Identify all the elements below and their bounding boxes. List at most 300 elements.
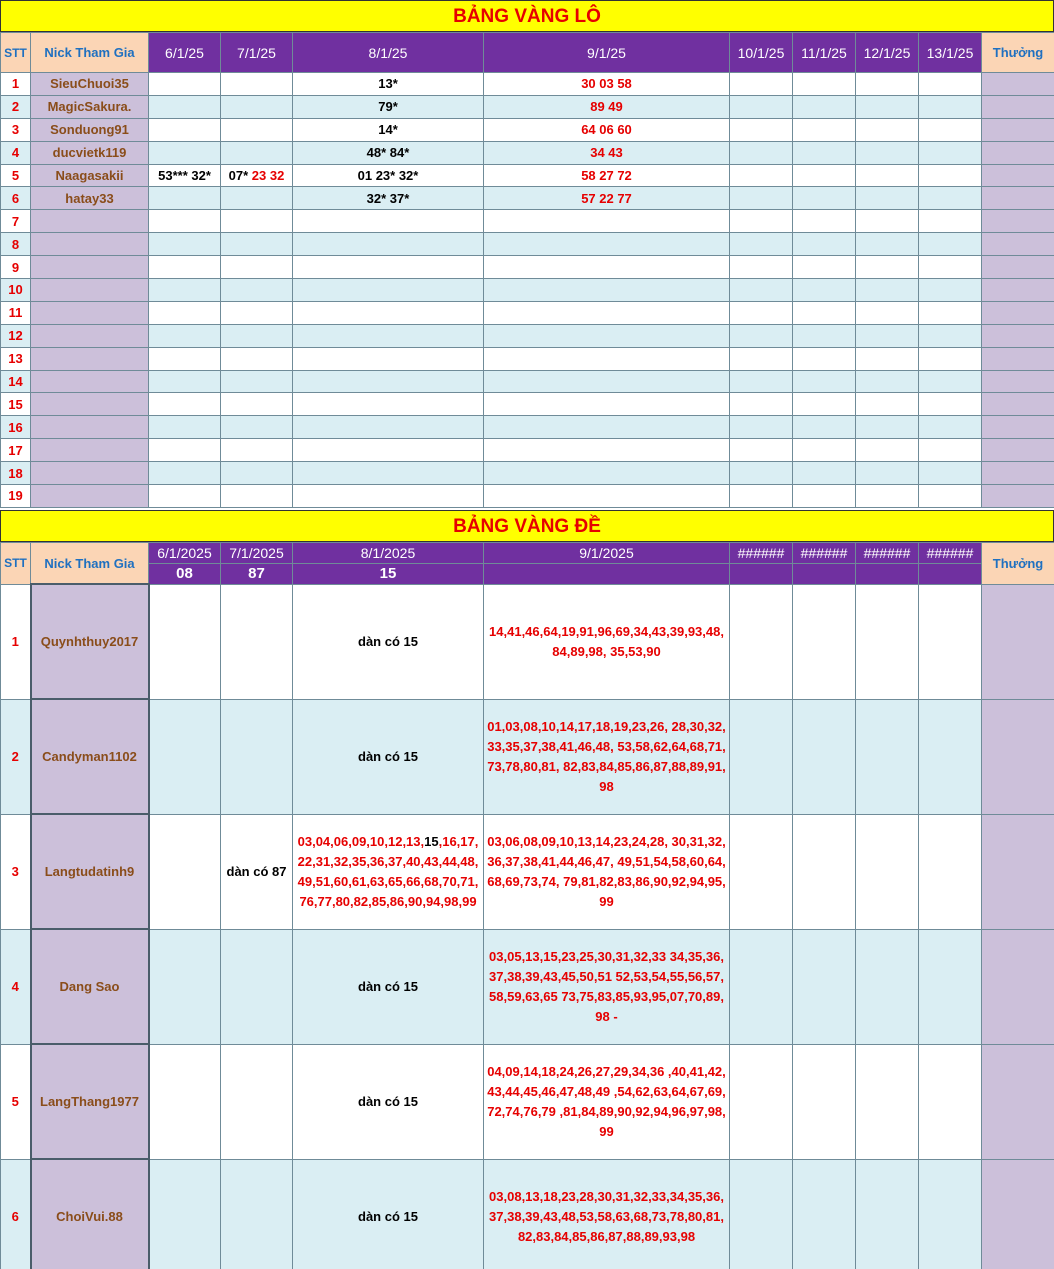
day-cell bbox=[856, 929, 919, 1044]
nick-cell: hatay33 bbox=[31, 187, 149, 210]
day-cell bbox=[149, 210, 221, 233]
row-number: 2 bbox=[1, 699, 31, 814]
nick-cell: Quynhthuy2017 bbox=[31, 584, 149, 699]
day-cell bbox=[919, 485, 982, 508]
row-number: 4 bbox=[1, 929, 31, 1044]
day-cell bbox=[793, 393, 856, 416]
number-list: 03,04,06,09,10,12,13, bbox=[297, 833, 425, 849]
day-cell bbox=[856, 187, 919, 210]
de-result bbox=[856, 563, 919, 584]
reward-cell bbox=[982, 699, 1054, 814]
day-cell bbox=[149, 416, 221, 439]
reward-cell bbox=[982, 439, 1054, 462]
day-cell bbox=[730, 118, 793, 141]
day-cell bbox=[919, 73, 982, 96]
day-cell bbox=[793, 416, 856, 439]
nick-cell: Dang Sao bbox=[31, 929, 149, 1044]
day-cell bbox=[919, 462, 982, 485]
day-cell bbox=[293, 370, 484, 393]
row-number: 16 bbox=[1, 416, 31, 439]
day-cell bbox=[149, 370, 221, 393]
row-number: 6 bbox=[1, 187, 31, 210]
day-cell: 30 03 58 bbox=[484, 73, 730, 96]
de-header-date: ###### bbox=[919, 542, 982, 563]
day-cell bbox=[730, 1044, 793, 1159]
row-number: 5 bbox=[1, 1044, 31, 1159]
de-header-date: ###### bbox=[856, 542, 919, 563]
day-cell bbox=[856, 347, 919, 370]
day-cell bbox=[919, 699, 982, 814]
day-cell bbox=[730, 210, 793, 233]
lo-header-date: 8/1/25 bbox=[293, 33, 484, 73]
day-cell bbox=[221, 95, 293, 118]
row-number: 10 bbox=[1, 279, 31, 302]
day-cell bbox=[793, 462, 856, 485]
reward-cell bbox=[982, 164, 1054, 187]
reward-cell bbox=[982, 187, 1054, 210]
day-cell bbox=[793, 814, 856, 929]
day-cell bbox=[793, 584, 856, 699]
day-cell bbox=[293, 485, 484, 508]
lo-header-date: 11/1/25 bbox=[793, 33, 856, 73]
day-cell bbox=[856, 73, 919, 96]
lo-table-row bbox=[1, 393, 1054, 416]
day-cell bbox=[149, 929, 221, 1044]
day-cell bbox=[149, 95, 221, 118]
day-cell bbox=[293, 301, 484, 324]
reward-cell bbox=[982, 1159, 1054, 1269]
day-cell bbox=[919, 141, 982, 164]
day-cell: dàn có 15 bbox=[293, 584, 484, 699]
day-cell bbox=[856, 233, 919, 256]
day-cell bbox=[793, 929, 856, 1044]
day-cell bbox=[730, 233, 793, 256]
day-cell bbox=[793, 164, 856, 187]
day-cell bbox=[221, 462, 293, 485]
day-cell bbox=[730, 699, 793, 814]
nick-cell bbox=[31, 347, 149, 370]
day-cell bbox=[919, 279, 982, 302]
row-number: 12 bbox=[1, 324, 31, 347]
day-cell bbox=[919, 416, 982, 439]
de-header-date: 7/1/2025 bbox=[221, 542, 293, 563]
day-cell bbox=[793, 210, 856, 233]
reward-cell bbox=[982, 210, 1054, 233]
day-cell bbox=[856, 141, 919, 164]
day-cell bbox=[484, 279, 730, 302]
day-cell bbox=[856, 370, 919, 393]
lo-header-date: 10/1/25 bbox=[730, 33, 793, 73]
day-cell bbox=[149, 279, 221, 302]
day-cell bbox=[793, 1159, 856, 1269]
reward-cell bbox=[982, 256, 1054, 279]
day-cell bbox=[856, 584, 919, 699]
nick-cell: Candyman1102 bbox=[31, 699, 149, 814]
day-cell bbox=[484, 324, 730, 347]
day-cell bbox=[149, 584, 221, 699]
day-cell bbox=[221, 347, 293, 370]
lo-table-row bbox=[1, 164, 1054, 187]
day-cell bbox=[484, 301, 730, 324]
reward-cell bbox=[982, 233, 1054, 256]
day-cell bbox=[856, 1044, 919, 1159]
day-cell bbox=[730, 584, 793, 699]
day-cell bbox=[793, 370, 856, 393]
day-cell bbox=[793, 118, 856, 141]
day-cell bbox=[793, 141, 856, 164]
day-cell bbox=[919, 439, 982, 462]
row-number: 1 bbox=[1, 73, 31, 96]
day-cell: dàn có 15 bbox=[293, 699, 484, 814]
day-cell bbox=[919, 1044, 982, 1159]
day-cell bbox=[856, 301, 919, 324]
day-cell bbox=[484, 370, 730, 393]
lo-table-row bbox=[1, 187, 1054, 210]
reward-cell bbox=[982, 485, 1054, 508]
day-cell bbox=[149, 118, 221, 141]
day-cell bbox=[221, 187, 293, 210]
de-table-row bbox=[1, 929, 1054, 1044]
day-cell bbox=[221, 699, 293, 814]
day-cell bbox=[293, 233, 484, 256]
day-cell bbox=[484, 416, 730, 439]
lo-header-date: 6/1/25 bbox=[149, 33, 221, 73]
day-cell bbox=[730, 279, 793, 302]
day-cell bbox=[856, 485, 919, 508]
lo-table-row bbox=[1, 73, 1054, 96]
row-number: 9 bbox=[1, 256, 31, 279]
day-cell bbox=[149, 814, 221, 929]
lo-table-row bbox=[1, 301, 1054, 324]
nick-cell bbox=[31, 279, 149, 302]
day-cell bbox=[919, 210, 982, 233]
day-cell bbox=[149, 187, 221, 210]
day-cell bbox=[919, 929, 982, 1044]
day-cell bbox=[919, 301, 982, 324]
nick-cell bbox=[31, 210, 149, 233]
row-number: 18 bbox=[1, 462, 31, 485]
row-number: 14 bbox=[1, 370, 31, 393]
day-cell bbox=[221, 73, 293, 96]
day-cell bbox=[149, 699, 221, 814]
row-number: 3 bbox=[1, 118, 31, 141]
lo-table-row bbox=[1, 233, 1054, 256]
day-cell bbox=[919, 347, 982, 370]
de-header-stt: STT bbox=[1, 542, 31, 584]
day-cell bbox=[919, 393, 982, 416]
nick-cell bbox=[31, 393, 149, 416]
day-cell bbox=[730, 347, 793, 370]
day-cell bbox=[221, 301, 293, 324]
day-cell bbox=[730, 814, 793, 929]
day-cell bbox=[856, 699, 919, 814]
day-cell bbox=[730, 324, 793, 347]
day-cell: 64 06 60 bbox=[484, 118, 730, 141]
day-cell: dàn có 15 bbox=[293, 1159, 484, 1269]
day-cell bbox=[149, 485, 221, 508]
lo-table-row bbox=[1, 347, 1054, 370]
number-list: 15 bbox=[424, 833, 439, 849]
de-result bbox=[730, 563, 793, 584]
day-cell bbox=[293, 324, 484, 347]
day-cell bbox=[856, 416, 919, 439]
reward-cell bbox=[982, 279, 1054, 302]
nick-cell: Sonduong91 bbox=[31, 118, 149, 141]
row-number: 2 bbox=[1, 95, 31, 118]
day-cell bbox=[293, 439, 484, 462]
nick-cell: Naagasakii bbox=[31, 164, 149, 187]
day-cell bbox=[730, 462, 793, 485]
lo-table-row bbox=[1, 439, 1054, 462]
reward-cell bbox=[982, 73, 1054, 96]
day-cell bbox=[221, 118, 293, 141]
day-cell bbox=[730, 301, 793, 324]
number-list: 03,06,08,09,10,13,14,23,24,28, 30,31,32,36,37,38,41,44,46,47, 49,51,54,58,60,64,68,69,73,74, 79,81,82,83,86,90,92,94,95,99 bbox=[484, 814, 730, 929]
day-cell bbox=[856, 393, 919, 416]
de-table-row bbox=[1, 814, 1054, 929]
lo-table-row bbox=[1, 210, 1054, 233]
day-cell bbox=[730, 256, 793, 279]
nick-cell bbox=[31, 370, 149, 393]
day-cell bbox=[856, 95, 919, 118]
day-cell bbox=[730, 164, 793, 187]
nick-cell bbox=[31, 301, 149, 324]
nick-cell: ducvietk119 bbox=[31, 141, 149, 164]
lo-table bbox=[0, 32, 1054, 508]
day-cell bbox=[221, 279, 293, 302]
number-list: 14,41,46,64,19,91,96,69,34,43,39,93,48,84,89,98, 35,53,90 bbox=[484, 584, 730, 699]
day-cell bbox=[793, 1044, 856, 1159]
day-cell bbox=[793, 439, 856, 462]
day-cell bbox=[919, 1159, 982, 1269]
day-cell bbox=[221, 439, 293, 462]
day-cell bbox=[793, 256, 856, 279]
row-number: 19 bbox=[1, 485, 31, 508]
lo-table-row bbox=[1, 256, 1054, 279]
day-cell bbox=[730, 73, 793, 96]
lo-header-date: 13/1/25 bbox=[919, 33, 982, 73]
de-result bbox=[919, 563, 982, 584]
day-cell bbox=[856, 279, 919, 302]
lo-table-row bbox=[1, 485, 1054, 508]
day-cell: dàn có 15 bbox=[293, 929, 484, 1044]
day-cell bbox=[919, 118, 982, 141]
de-table-row bbox=[1, 1159, 1054, 1269]
lo-table-row bbox=[1, 462, 1054, 485]
day-cell bbox=[149, 141, 221, 164]
de-header-date: 8/1/2025 bbox=[293, 542, 484, 563]
row-number: 5 bbox=[1, 164, 31, 187]
nick-cell: ChoiVui.88 bbox=[31, 1159, 149, 1269]
day-cell: 89 49 bbox=[484, 95, 730, 118]
de-result: 08 bbox=[149, 563, 221, 584]
lo-header-date: 7/1/25 bbox=[221, 33, 293, 73]
nick-cell bbox=[31, 324, 149, 347]
day-cell: 01 23* 32* bbox=[293, 164, 484, 187]
day-cell bbox=[221, 1044, 293, 1159]
day-cell bbox=[221, 256, 293, 279]
day-cell bbox=[856, 164, 919, 187]
day-cell bbox=[149, 324, 221, 347]
nick-cell: MagicSakura. bbox=[31, 95, 149, 118]
day-cell bbox=[919, 814, 982, 929]
day-cell bbox=[221, 324, 293, 347]
day-cell bbox=[793, 347, 856, 370]
reward-cell bbox=[982, 370, 1054, 393]
reward-cell bbox=[982, 118, 1054, 141]
day-cell bbox=[793, 485, 856, 508]
day-cell bbox=[149, 347, 221, 370]
day-cell bbox=[793, 73, 856, 96]
day-cell bbox=[793, 187, 856, 210]
day-cell bbox=[149, 233, 221, 256]
lo-table-row bbox=[1, 279, 1054, 302]
reward-cell bbox=[982, 929, 1054, 1044]
reward-cell bbox=[982, 347, 1054, 370]
day-cell bbox=[484, 485, 730, 508]
day-cell bbox=[149, 256, 221, 279]
day-cell: 13* bbox=[293, 73, 484, 96]
de-table-row bbox=[1, 1044, 1054, 1159]
day-cell bbox=[293, 814, 484, 929]
de-header-date: 6/1/2025 bbox=[149, 542, 221, 563]
row-number: 7 bbox=[1, 210, 31, 233]
lo-header-date: 12/1/25 bbox=[856, 33, 919, 73]
number-list: 03,08,13,18,23,28,30,31,32,33,34,35,36,37,38,39,43,48,53,58,63,68,73,78,80,81,82,83,84,85,86,87,88,89,93,98 bbox=[484, 1159, 730, 1269]
day-cell bbox=[221, 141, 293, 164]
nick-cell: Langtudatinh9 bbox=[31, 814, 149, 929]
de-result: 15 bbox=[293, 563, 484, 584]
day-cell bbox=[149, 1159, 221, 1269]
day-cell bbox=[919, 95, 982, 118]
lo-header-date: 9/1/25 bbox=[484, 33, 730, 73]
day-cell bbox=[221, 1159, 293, 1269]
number-list: 01,03,08,10,14,17,18,19,23,26, 28,30,32,33,35,37,38,41,46,48, 53,58,62,64,68,71,73,78,80,81, 82,83,84,85,86,87,88,89,91,98 bbox=[484, 699, 730, 814]
day-cell bbox=[293, 416, 484, 439]
day-cell bbox=[221, 416, 293, 439]
day-value: 07* bbox=[228, 168, 249, 183]
day-cell bbox=[221, 370, 293, 393]
day-cell bbox=[730, 1159, 793, 1269]
day-cell bbox=[221, 210, 293, 233]
day-cell bbox=[793, 233, 856, 256]
de-header-reward: Thưởng bbox=[982, 542, 1054, 584]
lo-table-row bbox=[1, 118, 1054, 141]
day-cell bbox=[149, 439, 221, 462]
lo-header-nick: Nick Tham Gia bbox=[31, 33, 149, 73]
day-cell bbox=[730, 485, 793, 508]
day-cell bbox=[730, 370, 793, 393]
reward-cell bbox=[982, 416, 1054, 439]
day-cell: 34 43 bbox=[484, 141, 730, 164]
lo-table-row bbox=[1, 416, 1054, 439]
day-cell bbox=[856, 210, 919, 233]
day-cell: 79* bbox=[293, 95, 484, 118]
day-cell bbox=[856, 256, 919, 279]
day-cell bbox=[293, 347, 484, 370]
day-cell bbox=[293, 256, 484, 279]
lo-table-row bbox=[1, 141, 1054, 164]
day-cell bbox=[293, 210, 484, 233]
row-number: 15 bbox=[1, 393, 31, 416]
day-cell bbox=[856, 462, 919, 485]
lo-header-stt: STT bbox=[1, 33, 31, 73]
day-cell: 32* 37* bbox=[293, 187, 484, 210]
day-value: 23 32 bbox=[251, 168, 285, 183]
reward-cell bbox=[982, 324, 1054, 347]
day-cell bbox=[221, 233, 293, 256]
day-cell bbox=[730, 187, 793, 210]
day-cell bbox=[730, 929, 793, 1044]
de-header-date: ###### bbox=[793, 542, 856, 563]
lo-header-reward: Thưởng bbox=[982, 33, 1054, 73]
nick-cell: SieuChuoi35 bbox=[31, 73, 149, 96]
day-cell bbox=[856, 324, 919, 347]
day-cell bbox=[919, 584, 982, 699]
de-header-date: 9/1/2025 bbox=[484, 542, 730, 563]
day-cell: 48* 84* bbox=[293, 141, 484, 164]
de-result bbox=[484, 563, 730, 584]
day-cell bbox=[730, 416, 793, 439]
row-number: 13 bbox=[1, 347, 31, 370]
day-cell bbox=[919, 324, 982, 347]
nick-cell bbox=[31, 485, 149, 508]
de-result: 87 bbox=[221, 563, 293, 584]
row-number: 4 bbox=[1, 141, 31, 164]
reward-cell bbox=[982, 1044, 1054, 1159]
day-cell bbox=[730, 95, 793, 118]
reward-cell bbox=[982, 393, 1054, 416]
nick-cell bbox=[31, 416, 149, 439]
day-cell bbox=[856, 439, 919, 462]
nick-cell bbox=[31, 462, 149, 485]
day-cell bbox=[919, 164, 982, 187]
day-cell bbox=[484, 347, 730, 370]
day-cell: dàn có 15 bbox=[293, 1044, 484, 1159]
de-result bbox=[793, 563, 856, 584]
reward-cell bbox=[982, 95, 1054, 118]
day-cell bbox=[730, 141, 793, 164]
day-cell bbox=[793, 279, 856, 302]
day-cell bbox=[793, 324, 856, 347]
day-cell: 53*** 32* bbox=[149, 164, 221, 187]
day-cell bbox=[856, 118, 919, 141]
day-cell bbox=[221, 929, 293, 1044]
lo-table-row bbox=[1, 324, 1054, 347]
day-cell bbox=[149, 73, 221, 96]
day-cell bbox=[793, 95, 856, 118]
day-cell bbox=[484, 393, 730, 416]
lo-table-row bbox=[1, 370, 1054, 393]
lo-table-title: BẢNG VÀNG LÔ bbox=[0, 0, 1054, 32]
number-list: 03,05,13,15,23,25,30,31,32,33 34,35,36,37,38,39,43,45,50,51 52,53,54,55,56,57,58,59,63,65 73,75,83,85,93,95,07,70,89,98 - bbox=[484, 929, 730, 1044]
row-number: 11 bbox=[1, 301, 31, 324]
day-cell bbox=[221, 164, 293, 187]
lo-table-row bbox=[1, 95, 1054, 118]
de-table-row bbox=[1, 584, 1054, 699]
reward-cell bbox=[982, 301, 1054, 324]
de-header-date: ###### bbox=[730, 542, 793, 563]
row-number: 1 bbox=[1, 584, 31, 699]
day-cell bbox=[484, 256, 730, 279]
number-list: 04,09,14,18,24,26,27,29,34,36 ,40,41,42,43,44,45,46,47,48,49 ,54,62,63,64,67,69,72,74,76,79 ,81,84,89,90,92,94,96,97,98,99 bbox=[484, 1044, 730, 1159]
day-cell bbox=[919, 233, 982, 256]
day-cell bbox=[293, 462, 484, 485]
de-table-row bbox=[1, 699, 1054, 814]
day-cell bbox=[793, 301, 856, 324]
day-cell bbox=[484, 462, 730, 485]
day-cell bbox=[793, 699, 856, 814]
